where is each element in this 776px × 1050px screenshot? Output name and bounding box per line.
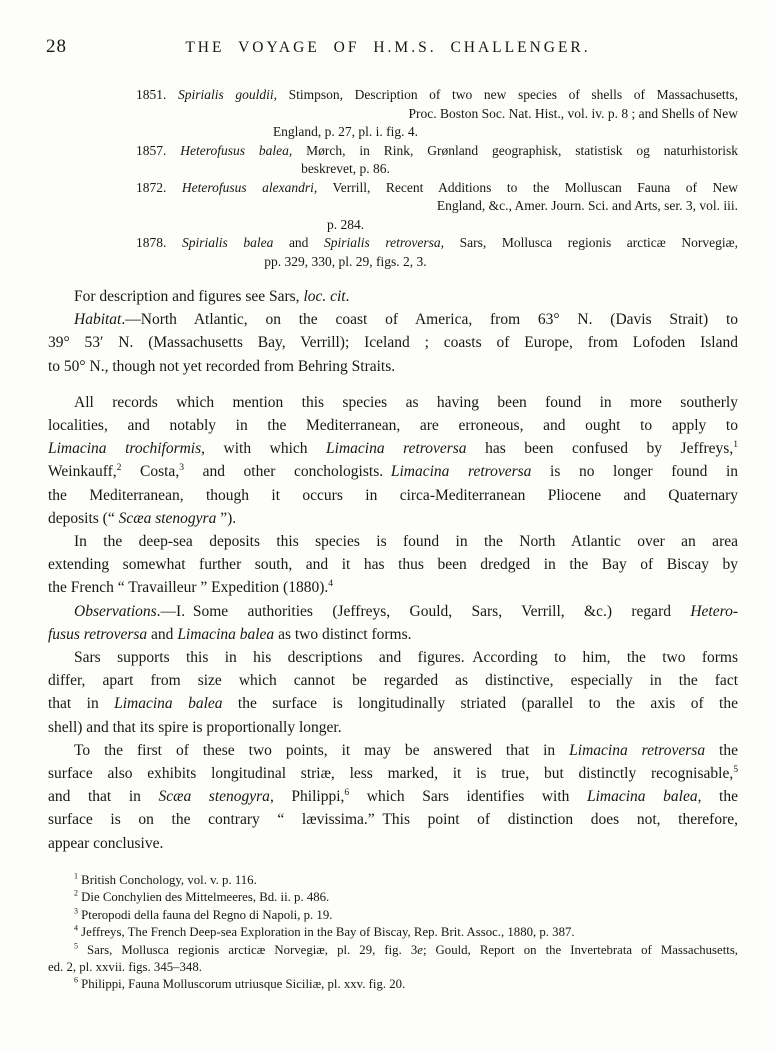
- body-line: [48, 484, 738, 507]
- footnotes-block: [48, 872, 738, 994]
- text-run: All records which mention this species as having been found in more southerly: [74, 393, 738, 411]
- body-line: [48, 785, 738, 808]
- text-run: , Philippi,: [269, 788, 345, 806]
- text-run: as two distinct forms.: [274, 625, 412, 643]
- citation-line: [48, 216, 738, 235]
- text-run: Mørch, in Rink, Grønland geographisk, statistisk og naturhistorisk: [292, 142, 739, 158]
- text-run: pp. 329, 330, pl. 29, figs. 2, 3.: [264, 253, 427, 269]
- citation-entry: [48, 86, 738, 142]
- text-run: extending somewhat further south, and it has thus been dredged in the Bay of Biscay by: [48, 556, 738, 574]
- body-line: [48, 285, 738, 308]
- text-run: p. 284.: [326, 216, 365, 232]
- running-title: THE VOYAGE OF H.M.S. CHALLENGER.: [185, 39, 591, 56]
- italic-term: Scæa stenogyra: [118, 509, 217, 527]
- text-run: is no longer found in: [531, 463, 739, 481]
- italic-term: Limacina retroversa: [390, 463, 532, 481]
- body-line: [48, 646, 738, 669]
- text-run: which Sars identifies with: [349, 788, 587, 806]
- italic-term: Limacina balea: [114, 695, 223, 713]
- text-run: and: [273, 235, 325, 250]
- text-run: that in: [48, 695, 115, 713]
- footnote-reference: 2: [116, 462, 122, 474]
- body-line: [48, 623, 738, 646]
- footnote-reference: 4: [328, 578, 334, 590]
- body-paragraph: [48, 600, 738, 646]
- footnote-line: [48, 872, 738, 889]
- text-run: and that in: [48, 788, 159, 806]
- text-run: .—I. Some authorities (Jeffreys, Gould, Sars, Verrill, &c.) regard: [156, 602, 691, 620]
- body-paragraph: [48, 391, 738, 530]
- text-run: 1872.: [136, 179, 182, 195]
- text-run: Jeffreys, The French Deep-sea Exploration in the Bay of Biscay, Rep. Brit. Assoc., 1880, p. 387.: [77, 925, 575, 940]
- text-run: and: [147, 625, 178, 643]
- body-line: [48, 739, 738, 762]
- text-run: ed. 2, pl. xxvii. figs. 345–348.: [48, 960, 202, 975]
- footnote-reference: 3: [74, 906, 78, 916]
- body-line: [48, 530, 738, 553]
- text-run: appear conclusive.: [48, 834, 164, 852]
- body-line: [48, 600, 738, 623]
- synonymy-citation-list: [48, 86, 738, 271]
- text-run: the Mediterranean, though it occurs in circa-Mediterranean Pliocene and Quaternary: [48, 486, 738, 504]
- text-run: ; Gould, Report on the Invertebrata of Massachusetts,: [422, 942, 739, 957]
- footnote-line: [48, 907, 738, 924]
- text-run: .: [345, 288, 350, 305]
- footnote-reference: 2: [74, 889, 78, 899]
- italic-term: Habitat: [74, 311, 122, 329]
- text-run: Sars supports this in his descriptions and figures. According to him, the two forms: [74, 649, 738, 667]
- text-run: Costa,: [121, 463, 180, 481]
- body-line: [48, 576, 738, 599]
- footnote-entry: [48, 889, 738, 906]
- footnote-line: [48, 942, 738, 959]
- text-run: the: [705, 741, 738, 759]
- text-run: the French “ Travailleur ” Expedition (1880).: [48, 579, 329, 597]
- text-run: 39° 53′ N. (Massachusetts Bay, Verrill); Iceland ; coasts of Europe, from Lofoden Island: [48, 334, 738, 352]
- footnote-reference: 4: [74, 923, 78, 933]
- body-paragraph: [48, 308, 738, 378]
- italic-term: Spirialis retroversa,: [324, 235, 445, 250]
- text-run: surface also exhibits longitudinal striæ, less marked, it is true, but distinctly recognisable,: [48, 765, 734, 783]
- text-run: and other conchologists.: [184, 463, 391, 481]
- citation-line: [48, 253, 738, 272]
- italic-term: Heterofusus balea,: [180, 142, 293, 158]
- text-run: shell) and that its spire is proportionally longer.: [48, 718, 342, 736]
- footnote-entry: [48, 976, 738, 993]
- citation-line: [48, 197, 738, 216]
- body-line: [48, 692, 738, 715]
- body-line: [48, 391, 738, 414]
- footnote-line: [48, 959, 738, 976]
- text-run: surface is on the contrary “ lævissima.” This point of distinction does not, therefore,: [48, 811, 738, 829]
- body-paragraph: [48, 285, 738, 308]
- body-line: [48, 331, 738, 354]
- page-number: 28: [46, 36, 67, 57]
- text-run: 1857.: [136, 142, 181, 158]
- text-run: Weinkauff,: [48, 463, 117, 481]
- footnote-reference: 1: [733, 439, 739, 451]
- text-run: Philippi, Fauna Molluscorum utriusque Siciliæ, pl. xxv. fig. 20.: [77, 977, 406, 992]
- body-line: [48, 355, 738, 378]
- footnote-reference: 5: [74, 941, 78, 951]
- footnote-reference: 3: [179, 462, 184, 474]
- footnote-entry: [48, 872, 738, 889]
- text-run: deposits (“: [48, 509, 119, 527]
- citation-line: [48, 123, 738, 142]
- citation-line: [48, 160, 738, 179]
- italic-term: Heterofusus alexandri,: [181, 179, 318, 195]
- italic-term: Spirialis gouldii,: [177, 87, 277, 102]
- text-run: to 50° N., though not yet recorded from Behring Straits.: [48, 357, 396, 375]
- body-paragraph: [48, 646, 738, 739]
- italic-term: loc. cit: [303, 288, 346, 305]
- italic-term: e: [417, 942, 423, 957]
- body-line: [48, 460, 738, 483]
- text-run: England, &c., Amer. Journ. Sci. and Arts, ser. 3, vol. iii.: [436, 198, 738, 213]
- text-run: has been confused by Jeffreys,: [466, 440, 734, 458]
- text-run: 1851.: [136, 87, 178, 102]
- body-paragraph: [48, 739, 738, 855]
- footnote-reference: 6: [344, 787, 350, 799]
- text-run: , with which: [201, 440, 327, 458]
- footnote-reference: 6: [74, 976, 78, 986]
- text-run: Die Conchylien des Mittelmeeres, Bd. ii. p. 486.: [77, 890, 330, 905]
- italic-term: Observations: [74, 602, 157, 620]
- text-run: Sars, Mollusca regionis arcticæ Norvegiæ, pl. 29, fig. 3: [77, 942, 418, 957]
- body-line: [48, 553, 738, 576]
- footnote-reference: 1: [74, 871, 78, 881]
- text-run: 1878.: [136, 235, 182, 250]
- text-run: beskrevet, p. 86.: [301, 161, 390, 176]
- text-run: Verrill, Recent Additions to the Molluscan Fauna of New: [317, 179, 739, 195]
- citation-entry: [48, 179, 738, 235]
- body-line: [48, 669, 738, 692]
- italic-term: fusus retroversa: [48, 625, 148, 643]
- citation-line: [48, 86, 738, 105]
- text-run: Pteropodi della fauna del Regno di Napoli, p. 19.: [77, 907, 333, 922]
- citation-line: [48, 179, 738, 198]
- italic-term: Limacina balea: [177, 625, 275, 643]
- italic-term: Hetero-: [690, 602, 738, 620]
- citation-entry: [48, 234, 738, 271]
- footnote-line: [48, 976, 738, 993]
- citation-entry: [48, 142, 738, 179]
- text-run: localities, and notably in the Mediterranean, are erroneous, and ought to apply to: [48, 417, 738, 435]
- text-run: To the first of these two points, it may be answered that in: [74, 741, 570, 759]
- text-run: For description and figures see Sars,: [74, 288, 304, 305]
- footnote-entry: [48, 907, 738, 924]
- body-line: [48, 414, 738, 437]
- text-run: Stimpson, Description of two new species of shells of Massachusetts,: [276, 87, 739, 102]
- italic-term: Scæa stenogyra: [158, 788, 270, 806]
- body-line: [48, 308, 738, 331]
- footnote-reference: 5: [733, 763, 738, 775]
- body-line: [48, 762, 738, 785]
- text-run: differ, apart from size which cannot be regarded as distinctive, especially in the fact: [48, 672, 738, 690]
- footnote-entry: [48, 924, 738, 941]
- body-line: [48, 716, 738, 739]
- citation-line: [48, 234, 738, 253]
- italic-term: Limacina retroversa: [326, 440, 467, 458]
- body-line: [48, 808, 738, 831]
- text-run: British Conchology, vol. v. p. 116.: [77, 873, 257, 887]
- footnote-line: [48, 924, 738, 941]
- italic-term: Limacina balea: [586, 788, 698, 806]
- footnote-entry: [48, 942, 738, 977]
- text-run: , the: [697, 788, 738, 806]
- italic-term: Limacina retroversa: [569, 741, 706, 759]
- citation-line: [48, 142, 738, 161]
- footnote-line: [48, 889, 738, 906]
- citation-line: [48, 105, 738, 124]
- body-line: [48, 832, 738, 855]
- body-line: [48, 437, 738, 460]
- italic-term: Limacina trochiformis: [48, 440, 202, 458]
- body-paragraph: [48, 530, 738, 600]
- text-run: Sars, Mollusca regionis arcticæ Norvegiæ,: [444, 235, 738, 250]
- body-line: [48, 507, 738, 530]
- italic-term: Spirialis balea: [181, 235, 274, 250]
- text-run: Proc. Boston Soc. Nat. Hist., vol. iv. p. 8 ; and Shells of New: [408, 105, 738, 121]
- text-run: ”).: [216, 509, 237, 527]
- body-paragraphs: [48, 285, 738, 855]
- text-run: In the deep-sea deposits this species is found in the North Atlantic over an area: [74, 533, 738, 551]
- text-run: the surface is longitudinally striated (parallel to the axis of the: [222, 695, 738, 713]
- text-run: .—North Atlantic, on the coast of America, from 63° N. (Davis Strait) to: [121, 311, 738, 329]
- text-run: England, p. 27, pl. i. fig. 4.: [272, 124, 419, 139]
